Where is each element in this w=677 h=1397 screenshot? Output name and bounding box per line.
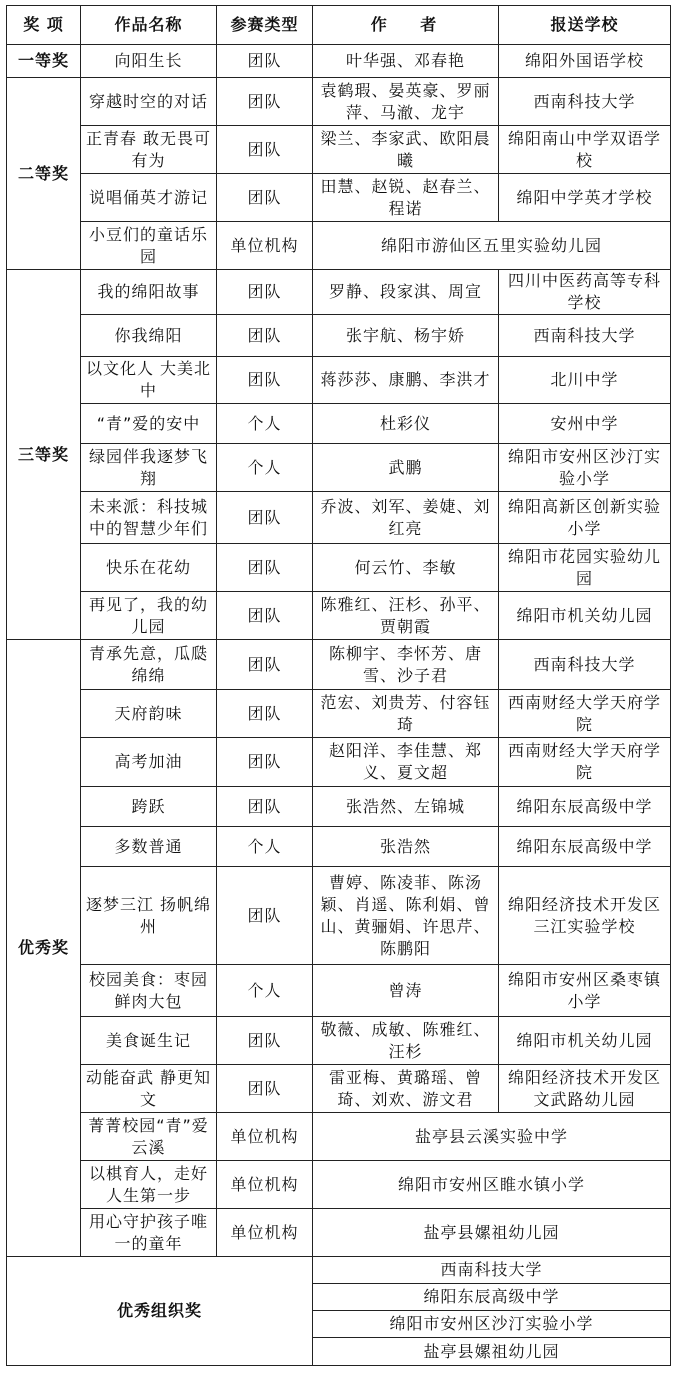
table-row	[7, 867, 671, 965]
entry-type: 个人	[217, 444, 313, 492]
entry-type: 团队	[217, 1017, 313, 1065]
author-names: 梁兰、李家武、欧阳晨曦	[313, 126, 499, 174]
unit-name: 盐亭县嫘祖幼儿园	[313, 1209, 671, 1257]
work-title: 你我绵阳	[81, 315, 217, 357]
work-title: 说唱俑英才游记	[81, 174, 217, 222]
entry-type: 个人	[217, 404, 313, 444]
entry-type: 团队	[217, 492, 313, 544]
school-name: 绵阳市花园实验幼儿园	[499, 544, 671, 592]
school-name: 西南科技大学	[499, 78, 671, 126]
work-title: 青承先意，瓜瓞绵绵	[81, 640, 217, 690]
author-names: 陈柳宇、李怀芳、唐雪、沙子君	[313, 640, 499, 690]
work-title: 以棋育人，走好人生第一步	[81, 1161, 217, 1209]
org-award-school: 绵阳市安州区沙汀实验小学	[313, 1311, 671, 1338]
work-title: 向阳生长	[81, 45, 217, 78]
entry-type: 单位机构	[217, 1113, 313, 1161]
entry-type: 团队	[217, 690, 313, 738]
work-title: 高考加油	[81, 738, 217, 787]
org-award-school: 盐亭县嫘祖幼儿园	[313, 1338, 671, 1366]
school-name: 绵阳市安州区沙汀实验小学	[499, 444, 671, 492]
entry-type: 团队	[217, 1065, 313, 1113]
entry-type: 团队	[217, 78, 313, 126]
work-title: 穿越时空的对话	[81, 78, 217, 126]
work-title: 多数普通	[81, 827, 217, 867]
header-row	[7, 6, 671, 45]
school-name: 绵阳外国语学校	[499, 45, 671, 78]
table-row	[7, 738, 671, 787]
table-row	[7, 965, 671, 1017]
author-names: 陈雅红、汪杉、孙平、贾朝霞	[313, 592, 499, 640]
author-names: 雷亚梅、黄璐瑶、曾琦、刘欢、游文君	[313, 1065, 499, 1113]
org-award-school: 西南科技大学	[313, 1257, 671, 1284]
author-names: 何云竹、李敏	[313, 544, 499, 592]
school-name: 西南科技大学	[499, 640, 671, 690]
table-row	[7, 827, 671, 867]
table-row	[7, 222, 671, 270]
work-title: 再见了，我的幼儿园	[81, 592, 217, 640]
table-row	[7, 78, 671, 126]
work-title: 正青春 敢无畏可有为	[81, 126, 217, 174]
author-names: 张宇航、杨宇娇	[313, 315, 499, 357]
table-row	[7, 270, 671, 315]
unit-name: 绵阳市安州区睢水镇小学	[313, 1161, 671, 1209]
school-name: 西南财经大学天府学院	[499, 690, 671, 738]
author-names: 曾涛	[313, 965, 499, 1017]
author-names: 范宏、刘贵芳、付容钰琦	[313, 690, 499, 738]
work-title: 我的绵阳故事	[81, 270, 217, 315]
work-title: 天府韵味	[81, 690, 217, 738]
entry-type: 团队	[217, 640, 313, 690]
school-name: 西南科技大学	[499, 315, 671, 357]
author-names: 乔波、刘军、姜婕、刘红亮	[313, 492, 499, 544]
unit-name: 绵阳市游仙区五里实验幼儿园	[313, 222, 671, 270]
table-row	[7, 357, 671, 404]
author-names: 杜彩仪	[313, 404, 499, 444]
work-title: 快乐在花幼	[81, 544, 217, 592]
awards-body	[7, 45, 671, 1366]
work-title: 未来派：科技城中的智慧少年们	[81, 492, 217, 544]
work-title: 菁菁校园“青”爱云溪	[81, 1113, 217, 1161]
table-row	[7, 640, 671, 690]
org-award-row	[7, 1257, 671, 1284]
author-names: 武鹏	[313, 444, 499, 492]
author-names: 敬薇、成敏、陈雅红、汪杉	[313, 1017, 499, 1065]
table-row	[7, 1113, 671, 1161]
school-name: 绵阳市机关幼儿园	[499, 592, 671, 640]
header-award: 奖 项	[7, 6, 81, 45]
school-name: 绵阳市安州区桑枣镇小学	[499, 965, 671, 1017]
entry-type: 单位机构	[217, 222, 313, 270]
author-names: 袁鹤瑕、晏英豪、罗丽萍、马澈、龙宇	[313, 78, 499, 126]
entry-type: 个人	[217, 827, 313, 867]
header-school: 报送学校	[499, 6, 671, 45]
org-award-school: 绵阳东辰高级中学	[313, 1284, 671, 1311]
work-title: 动能奋武 静更知文	[81, 1065, 217, 1113]
header-work: 作品名称	[81, 6, 217, 45]
entry-type: 团队	[217, 45, 313, 78]
author-names: 叶华强、邓春艳	[313, 45, 499, 78]
work-title: 小豆们的童话乐园	[81, 222, 217, 270]
school-name: 绵阳市机关幼儿园	[499, 1017, 671, 1065]
school-name: 绵阳经济技术开发区三江实验学校	[499, 867, 671, 965]
entry-type: 团队	[217, 592, 313, 640]
award-level: 三等奖	[7, 270, 81, 640]
unit-name: 盐亭县云溪实验中学	[313, 1113, 671, 1161]
work-title: 跨跃	[81, 787, 217, 827]
entry-type: 团队	[217, 867, 313, 965]
table-row	[7, 1209, 671, 1257]
school-name: 北川中学	[499, 357, 671, 404]
school-name: 四川中医药高等专科学校	[499, 270, 671, 315]
work-title: 美食诞生记	[81, 1017, 217, 1065]
author-names: 张浩然、左锦城	[313, 787, 499, 827]
table-row	[7, 404, 671, 444]
entry-type: 单位机构	[217, 1209, 313, 1257]
award-level: 一等奖	[7, 45, 81, 78]
table-row	[7, 315, 671, 357]
entry-type: 团队	[217, 357, 313, 404]
work-title: 用心守护孩子唯一的童年	[81, 1209, 217, 1257]
school-name: 绵阳南山中学双语学校	[499, 126, 671, 174]
header-author: 作 者	[313, 6, 499, 45]
table-row	[7, 492, 671, 544]
entry-type: 团队	[217, 126, 313, 174]
entry-type: 团队	[217, 787, 313, 827]
author-names: 赵阳洋、李佳慧、郑义、夏文超	[313, 738, 499, 787]
work-title: 绿园伴我逐梦飞翔	[81, 444, 217, 492]
entry-type: 单位机构	[217, 1161, 313, 1209]
entry-type: 团队	[217, 738, 313, 787]
entry-type: 团队	[217, 270, 313, 315]
author-names: 田慧、赵锐、赵春兰、程诺	[313, 174, 499, 222]
award-level: 二等奖	[7, 78, 81, 270]
table-row	[7, 174, 671, 222]
table-row	[7, 444, 671, 492]
table-row	[7, 126, 671, 174]
author-names: 罗静、段家淇、周宣	[313, 270, 499, 315]
award-level: 优秀奖	[7, 640, 81, 1257]
entry-type: 团队	[217, 544, 313, 592]
work-title: “青”爱的安中	[81, 404, 217, 444]
school-name: 绵阳东辰高级中学	[499, 787, 671, 827]
org-award-label: 优秀组织奖	[7, 1257, 313, 1366]
table-row	[7, 544, 671, 592]
work-title: 逐梦三江 扬帆绵州	[81, 867, 217, 965]
school-name: 绵阳经济技术开发区文武路幼儿园	[499, 1065, 671, 1113]
entry-type: 团队	[217, 315, 313, 357]
author-names: 蒋莎莎、康鹏、李洪才	[313, 357, 499, 404]
entry-type: 团队	[217, 174, 313, 222]
author-names: 曹婷、陈凌菲、陈汤颖、肖遥、陈利娟、曾山、黄骊娟、许思芹、陈鹏阳	[313, 867, 499, 965]
table-row	[7, 1065, 671, 1113]
table-row	[7, 45, 671, 78]
school-name: 安州中学	[499, 404, 671, 444]
awards-table	[6, 5, 671, 1366]
school-name: 绵阳中学英才学校	[499, 174, 671, 222]
entry-type: 个人	[217, 965, 313, 1017]
school-name: 绵阳高新区创新实验小学	[499, 492, 671, 544]
school-name: 绵阳东辰高级中学	[499, 827, 671, 867]
header-type: 参赛类型	[217, 6, 313, 45]
work-title: 以文化人 大美北中	[81, 357, 217, 404]
table-row	[7, 1017, 671, 1065]
author-names: 张浩然	[313, 827, 499, 867]
table-row	[7, 787, 671, 827]
table-row	[7, 592, 671, 640]
work-title: 校园美食：枣园鲜肉大包	[81, 965, 217, 1017]
school-name: 西南财经大学天府学院	[499, 738, 671, 787]
table-row	[7, 690, 671, 738]
table-row	[7, 1161, 671, 1209]
